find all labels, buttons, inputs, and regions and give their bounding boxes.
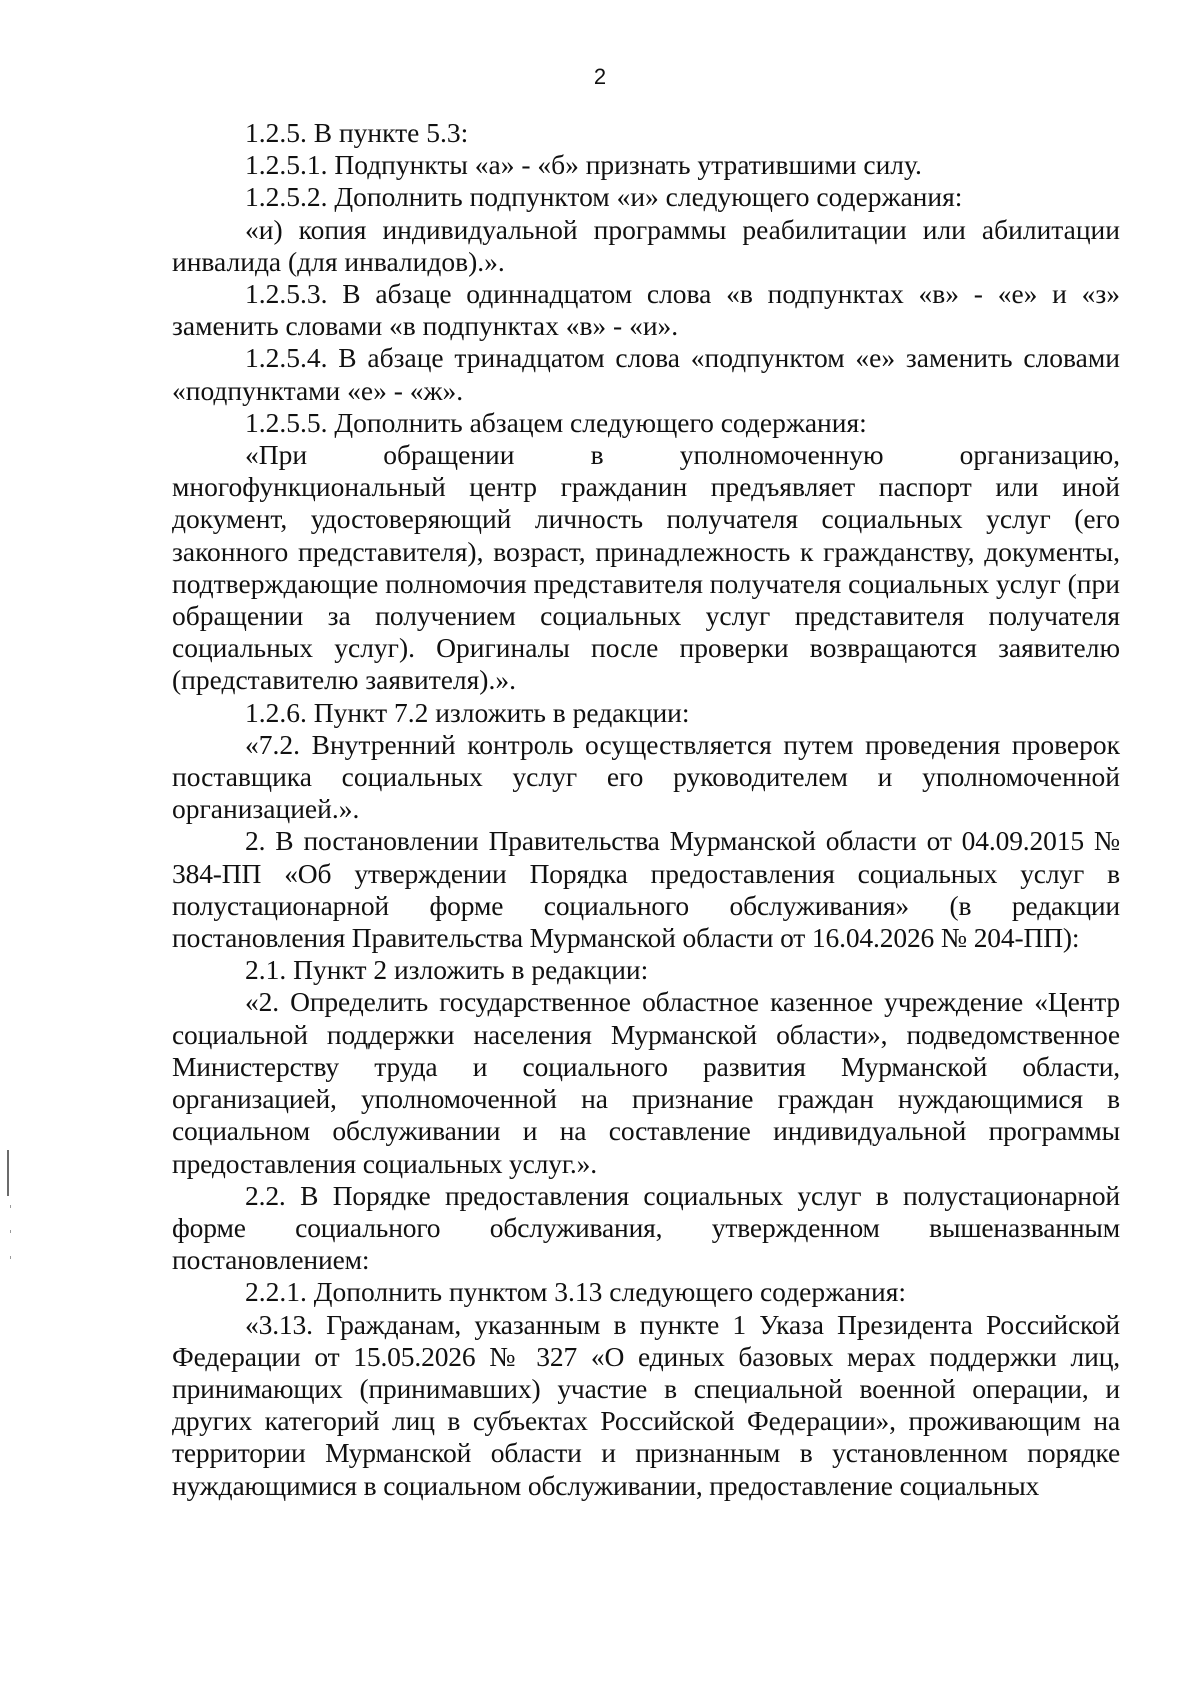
paragraph-1-2-5-4: 1.2.5.4. В абзаце тринадцатом слова «подпунктом «е» заменить словами «подпунктами «е» - «ж». [172, 342, 1120, 406]
paragraph-1-2-5: 1.2.5. В пункте 5.3: [245, 117, 469, 148]
paragraph-2-2-1: 2.2.1. Дополнить пунктом 3.13 следующего содержания: [245, 1276, 906, 1308]
paragraph-1-2-5-1: 1.2.5.1. Подпункты «а» - «б» признать утратившими силу. [245, 149, 922, 181]
paragraph-1-2-5-2: 1.2.5.2. Дополнить подпунктом «и» следующего содержания: [245, 181, 963, 213]
scan-edge-dot [10, 1205, 11, 1208]
paragraph-1-2-5-5: 1.2.5.5. Дополнить абзацем следующего содержания: [245, 406, 867, 438]
paragraph-2-2: 2.2. В Порядке предоставления социальных услуг в полустационарной форме социального обслуживания, утвержденном вышеназванным постановлением: [172, 1179, 1120, 1276]
paragraph-2-1: 2.1. Пункт 2 изложить в редакции: [245, 954, 649, 986]
page-number: 2 [593, 64, 607, 89]
paragraph-2: 2. В постановлении Правительства Мурманской области от 04.09.2015 № 384-ПП «Об утверждении Порядка предоставления социальных услуг в полустационарной форме социального обслуживания» (в редакции постановления Правительства Мурманской области от 16.04.2026 № 204-ПП): [172, 825, 1120, 954]
paragraph-1-2-6: 1.2.6. Пункт 7.2 изложить в редакции: [245, 696, 690, 728]
document-body [172, 117, 1120, 1502]
scan-edge-dot [10, 1230, 11, 1233]
scan-edge-mark [7, 1150, 9, 1196]
paragraph-quoted-3-13: «3.13. Гражданам, указанным в пункте 1 Указа Президента Российской Федерации от 15.05.2026 № 327 «О единых базовых мерах поддержки лиц, принимающих (принимавших) участие в специальной военной операции, и других категорий лиц в субъектах Российской Федерации», проживающим на территории Мурманской области и признанным в установленном порядке нуждающимися в социальном обслуживании, предоставление социальных [172, 1308, 1120, 1501]
scan-edge-dot [10, 1256, 11, 1259]
paragraph-quoted-2: «2. Определить государственное областное казенное учреждение «Центр социальной поддержки населения Мурманской области», подведомственное Министерству труда и социального развития Мурманской области, организацией, уполномоченной на признание граждан нуждающимися в социальном обслуживании и на составление индивидуальной программы предоставления социальных услуг.». [172, 986, 1120, 1179]
paragraph-1-2-5-3: 1.2.5.3. В абзаце одиннадцатом слова «в подпунктах «в» - «е» и «з» заменить словами «в подпунктах «в» - «и». [172, 278, 1120, 342]
paragraph-quoted-appeal: «При обращении в уполномоченную организацию, многофункциональный центр гражданин предъявляет паспорт или иной документ, удостоверяющий личность получателя социальных услуг (его законного представителя), возраст, принадлежность к гражданству, документы, подтверждающие полномочия представителя получателя социальных услуг (при обращении за получением социальных услуг представителя получателя социальных услуг). Оригиналы после проверки возвращаются заявителю (представителю заявителя).». [172, 439, 1120, 696]
paragraph-subitem-i: «и) копия индивидуальной программы реабилитации или абилитации инвалида (для инвалидов).». [172, 213, 1120, 277]
paragraph-quoted-7-2: «7.2. Внутренний контроль осуществляется путем проведения проверок поставщика социальных услуг его руководителем и уполномоченной организацией.». [172, 728, 1120, 825]
